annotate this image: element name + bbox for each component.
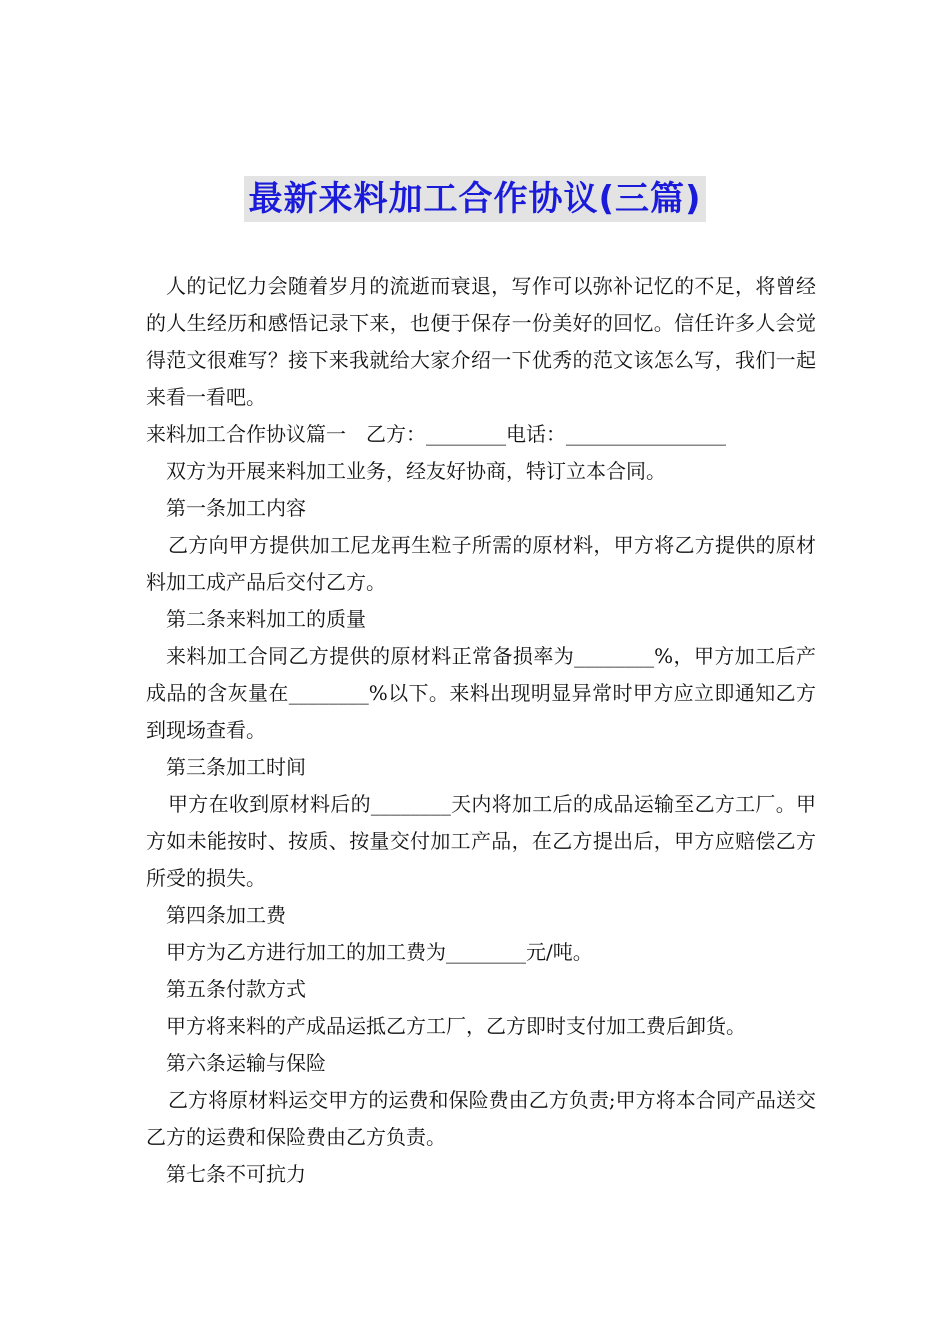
article-paragraph: 甲方为乙方进行加工的加工费为________元/吨。: [166, 940, 593, 964]
article-paragraph: 甲方在收到原材料后的________天内将加工后的成品运输至乙方工厂。甲方如未能按时、按质、按量交付加工产品，在乙方提出后，甲方应赔偿乙方所受的损失。: [146, 792, 816, 890]
article-paragraph: 来料加工合同乙方提供的原材料正常备损率为________%，甲方加工后产成品的含灰量在________%以下。来料出现明显异常时甲方应立即通知乙方到现场查看。: [146, 644, 816, 742]
preamble-paragraph: 双方为开展来料加工业务，经友好协商，特订立本合同。: [166, 459, 666, 483]
article-heading: 第二条来料加工的质量: [166, 607, 366, 631]
article-heading: 第六条运输与保险: [166, 1051, 326, 1075]
title-container: [0, 176, 950, 222]
document-title: 最新来料加工合作协议(三篇): [244, 176, 705, 222]
article-paragraph: 乙方向甲方提供加工尼龙再生粒子所需的原材料，甲方将乙方提供的原材料加工成产品后交付乙方。: [146, 533, 816, 594]
article-heading: 第三条加工时间: [166, 755, 306, 779]
article-paragraph: 甲方将来料的产成品运抵乙方工厂，乙方即时支付加工费后卸货。: [166, 1014, 746, 1038]
contract-party-line: 来料加工合作协议篇一 乙方：________电话：________________: [146, 422, 726, 446]
article-heading: 第五条付款方式: [166, 977, 306, 1001]
intro-paragraph: 人的记忆力会随着岁月的流逝而衰退，写作可以弥补记忆的不足，将曾经的人生经历和感悟记录下来，也便于保存一份美好的回忆。信任许多人会觉得范文很难写？接下来我就给大家介绍一下优秀的范文该怎么写，我们一起来看一看吧。: [146, 274, 816, 409]
article-paragraph: 乙方将原材料运交甲方的运费和保险费由乙方负责;甲方将本合同产品送交乙方的运费和保险费由乙方负责。: [146, 1088, 816, 1149]
article-heading: 第四条加工费: [166, 903, 286, 927]
article-heading: 第七条不可抗力: [166, 1162, 306, 1186]
document-body: [146, 268, 816, 1193]
article-heading: 第一条加工内容: [166, 496, 306, 520]
